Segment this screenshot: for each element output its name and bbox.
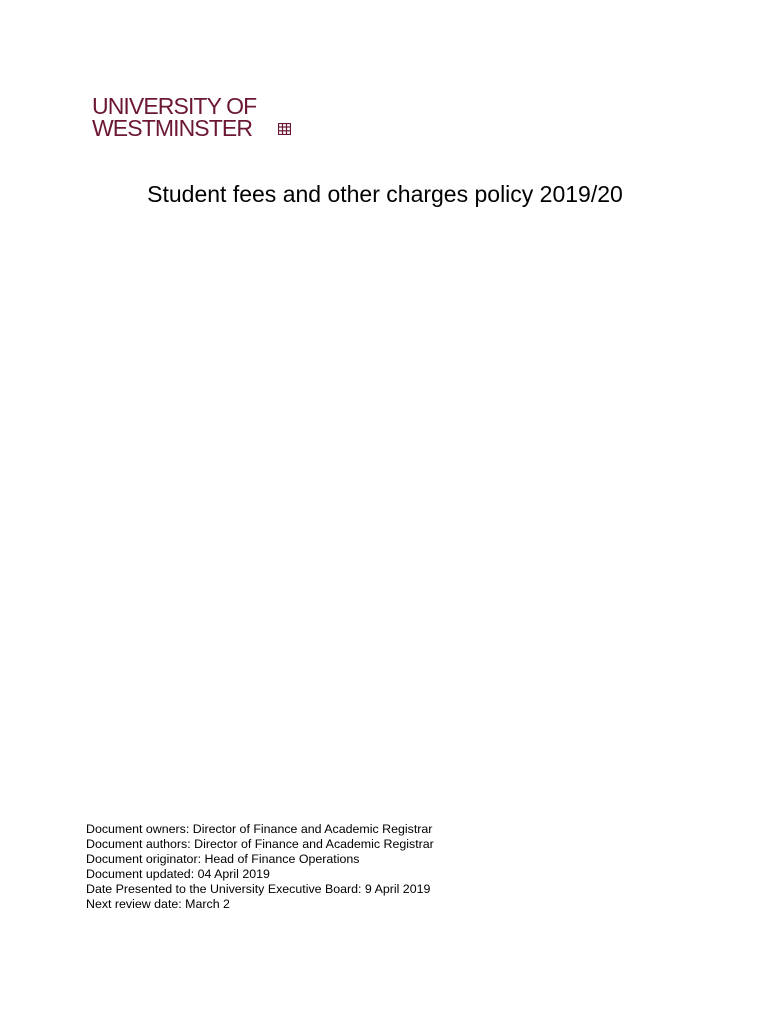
metadata-authors: Document authors: Director of Finance and Academic Registrar (86, 837, 434, 852)
metadata-presented: Date Presented to the University Executive Board: 9 April 2019 (86, 882, 431, 897)
metadata-owners: Document owners: Director of Finance and Academic Registrar (86, 822, 433, 836)
document-metadata (86, 822, 686, 913)
metadata-originator: Document originator: Head of Finance Operations (86, 852, 360, 867)
metadata-next-review: Next review date: March 2 (86, 897, 230, 912)
logo-line-university-of: UNIVERSITY OF (92, 93, 257, 119)
document-title (0, 180, 770, 208)
document-title-text: Student fees and other charges policy 2019/20 (147, 181, 623, 207)
portcullis-icon (278, 123, 291, 135)
logo-line-westminster: WESTMINSTER (92, 115, 253, 141)
metadata-updated: Document updated: 04 April 2019 (86, 867, 270, 882)
university-logo (92, 95, 302, 147)
